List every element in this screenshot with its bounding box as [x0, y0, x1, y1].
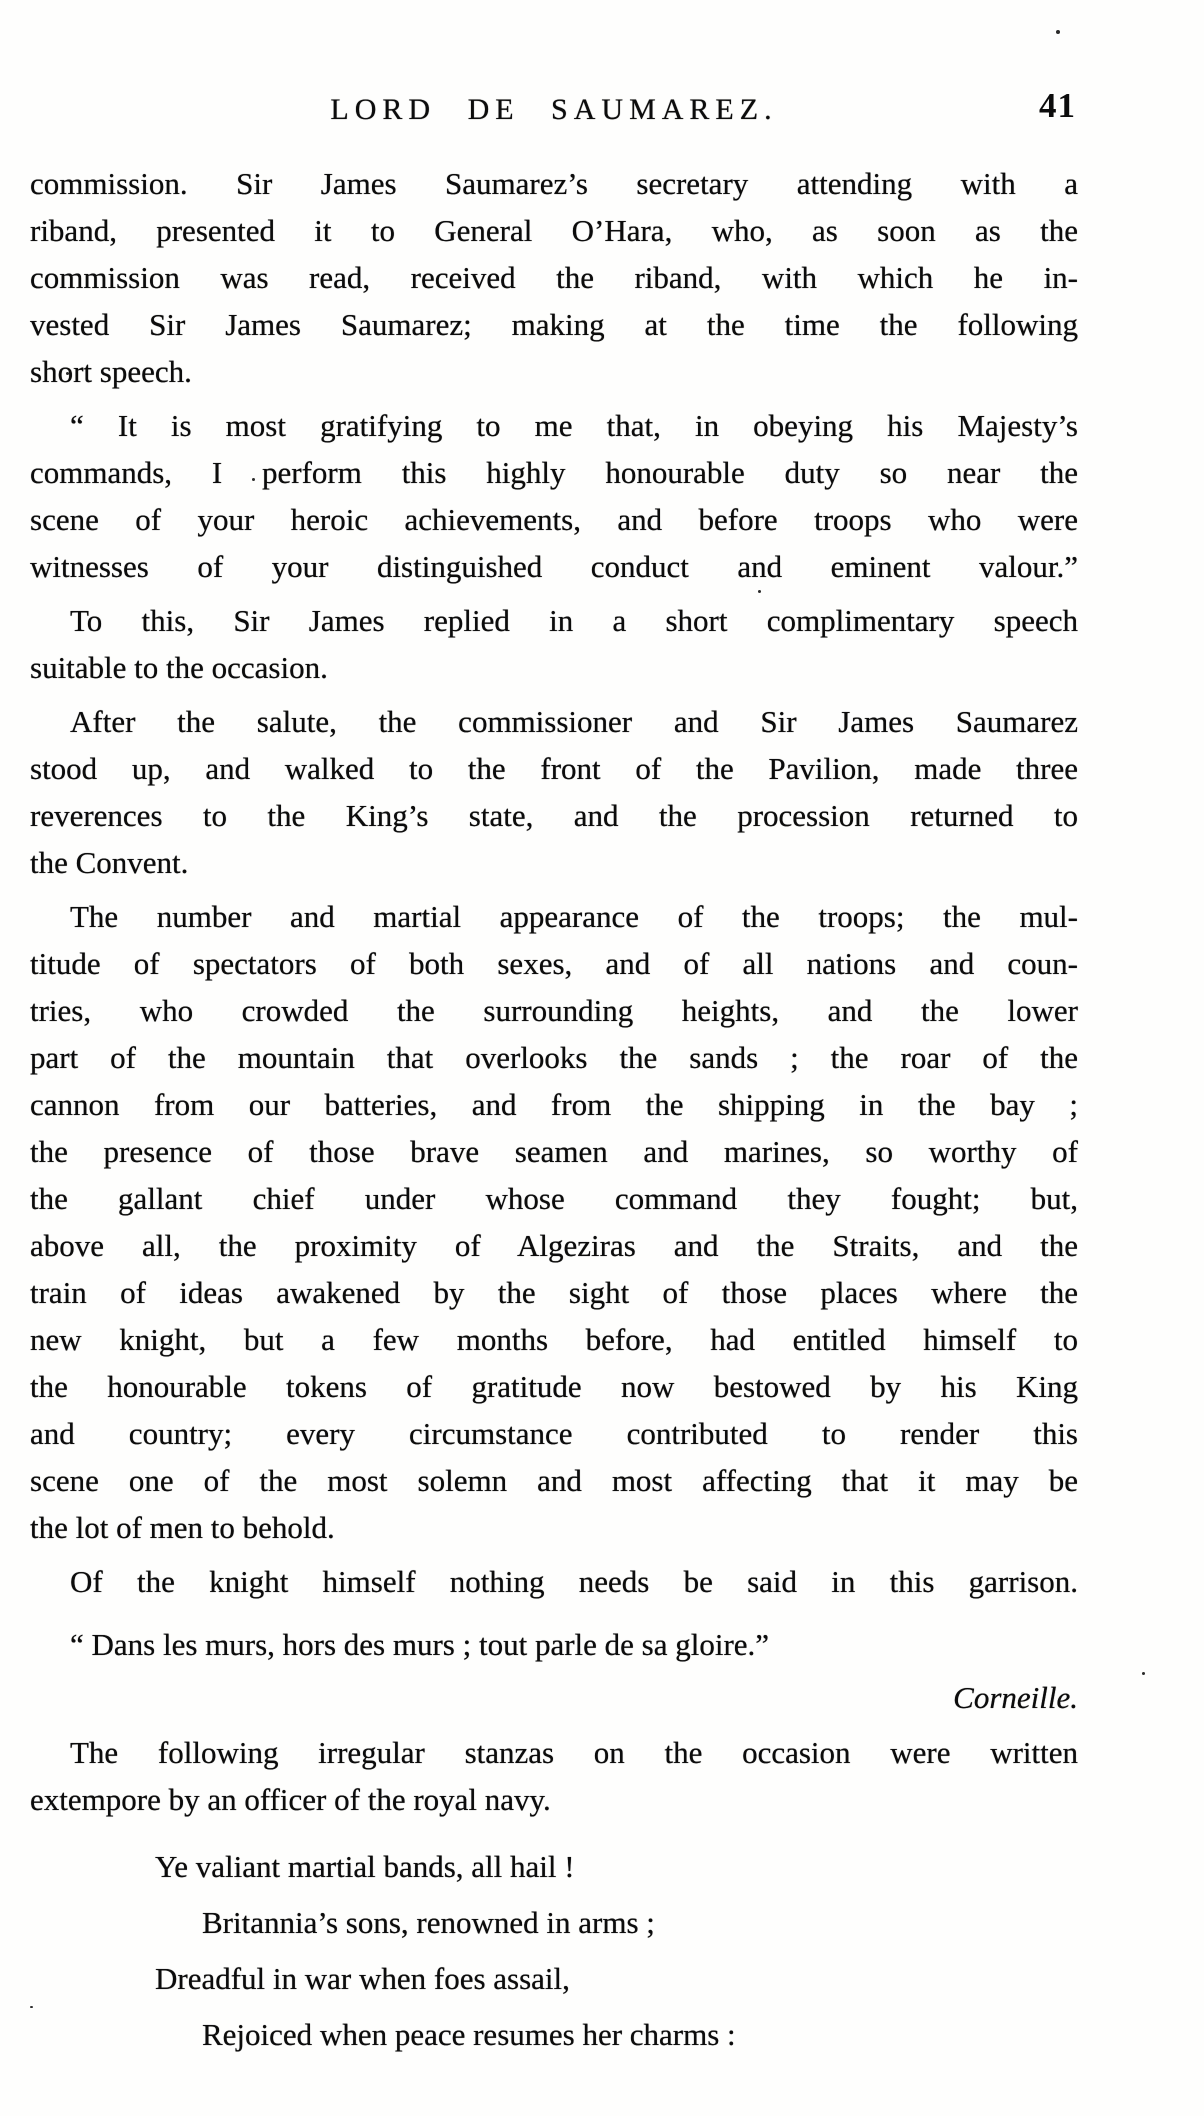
quote-attribution: Corneille.	[953, 1680, 1078, 1715]
text-line: the Convent.	[30, 845, 189, 880]
text-line: The following irregular stanzas on the occasion were written	[70, 1735, 1078, 1770]
paragraph	[30, 1558, 1078, 1605]
text-block	[30, 88, 1078, 2063]
poem-line: Dreadful in war when foes assail,	[155, 1961, 570, 1996]
text-line: the lot of men to behold.	[30, 1510, 335, 1545]
text-line: commission was read, received the riband, with which he in-	[30, 260, 1078, 295]
poem-line: Rejoiced when peace resumes her charms :	[202, 2017, 736, 2052]
text-line: train of ideas awakened by the sight of those places where the	[30, 1275, 1078, 1310]
scan-speck	[1142, 1672, 1145, 1675]
paragraph	[30, 893, 1078, 1551]
text-line: tries, who crowded the surrounding heights, and the lower	[30, 993, 1078, 1028]
poem-line: Britannia’s sons, renowned in arms ;	[202, 1905, 655, 1940]
text-line: part of the mountain that overlooks the sands ; the roar of the	[30, 1040, 1078, 1075]
text-line: “ It is most gratifying to me that, in obeying his Majesty’s	[70, 408, 1078, 443]
paragraph	[30, 698, 1078, 886]
paragraph	[30, 160, 1078, 395]
text-line: “ Dans les murs, hors des murs ; tout parle de sa gloire.”	[70, 1627, 770, 1662]
text-line: commission. Sir James Saumarez’s secretary attending with a	[30, 166, 1078, 201]
text-line: stood up, and walked to the front of the Pavilion, made three	[30, 751, 1078, 786]
scan-speck	[1056, 30, 1060, 34]
text-line: suitable to the occasion.	[30, 650, 328, 685]
text-line: above all, the proximity of Algeziras and the Straits, and the	[30, 1228, 1078, 1263]
paragraph	[30, 402, 1078, 590]
poem-line: Ye valiant martial bands, all hail !	[155, 1849, 575, 1884]
text-line: extempore by an officer of the royal navy.	[30, 1782, 551, 1817]
text-line: titude of spectators of both sexes, and of all nations and coun-	[30, 946, 1078, 981]
text-line: To this, Sir James replied in a short complimentary speech	[70, 603, 1078, 638]
text-line: scene of your heroic achievements, and before troops who were	[30, 502, 1078, 537]
text-line: short speech.	[30, 354, 192, 389]
text-line: the presence of those brave seamen and marines, so worthy of	[30, 1134, 1078, 1169]
paragraph	[30, 597, 1078, 691]
text-line: new knight, but a few months before, had entitled himself to	[30, 1322, 1078, 1357]
text-line: the gallant chief under whose command they fought; but,	[30, 1181, 1078, 1216]
page-number: 41	[1039, 86, 1076, 125]
text-line: The number and martial appearance of the troops; the mul-	[70, 899, 1078, 934]
running-title: LORD DE SAUMAREZ.	[330, 93, 778, 126]
text-line: commands, I perform this highly honourable duty so near the	[30, 455, 1078, 490]
text-line: the honourable tokens of gratitude now bestowed by his King	[30, 1369, 1078, 1404]
paragraph	[30, 1729, 1078, 1823]
text-line: and country; every circumstance contributed to render this	[30, 1416, 1078, 1451]
text-line: scene one of the most solemn and most affecting that it may be	[30, 1463, 1078, 1498]
text-line: riband, presented it to General O’Hara, who, as soon as the	[30, 213, 1078, 248]
text-line: vested Sir James Saumarez; making at the time the following	[30, 307, 1078, 342]
text-line: cannon from our batteries, and from the shipping in the bay ;	[30, 1087, 1078, 1122]
text-line: After the salute, the commissioner and Sir James Saumarez	[70, 704, 1078, 739]
text-line: witnesses of your distinguished conduct and eminent valour.”	[30, 549, 1078, 584]
text-line: Of the knight himself nothing needs be said in this garrison.	[70, 1564, 1078, 1599]
paragraph	[30, 1621, 1078, 1668]
text-line: reverences to the King’s state, and the procession returned to	[30, 798, 1078, 833]
page-header	[30, 88, 1078, 132]
text-body	[30, 160, 1078, 2063]
poem	[155, 1839, 1078, 2063]
